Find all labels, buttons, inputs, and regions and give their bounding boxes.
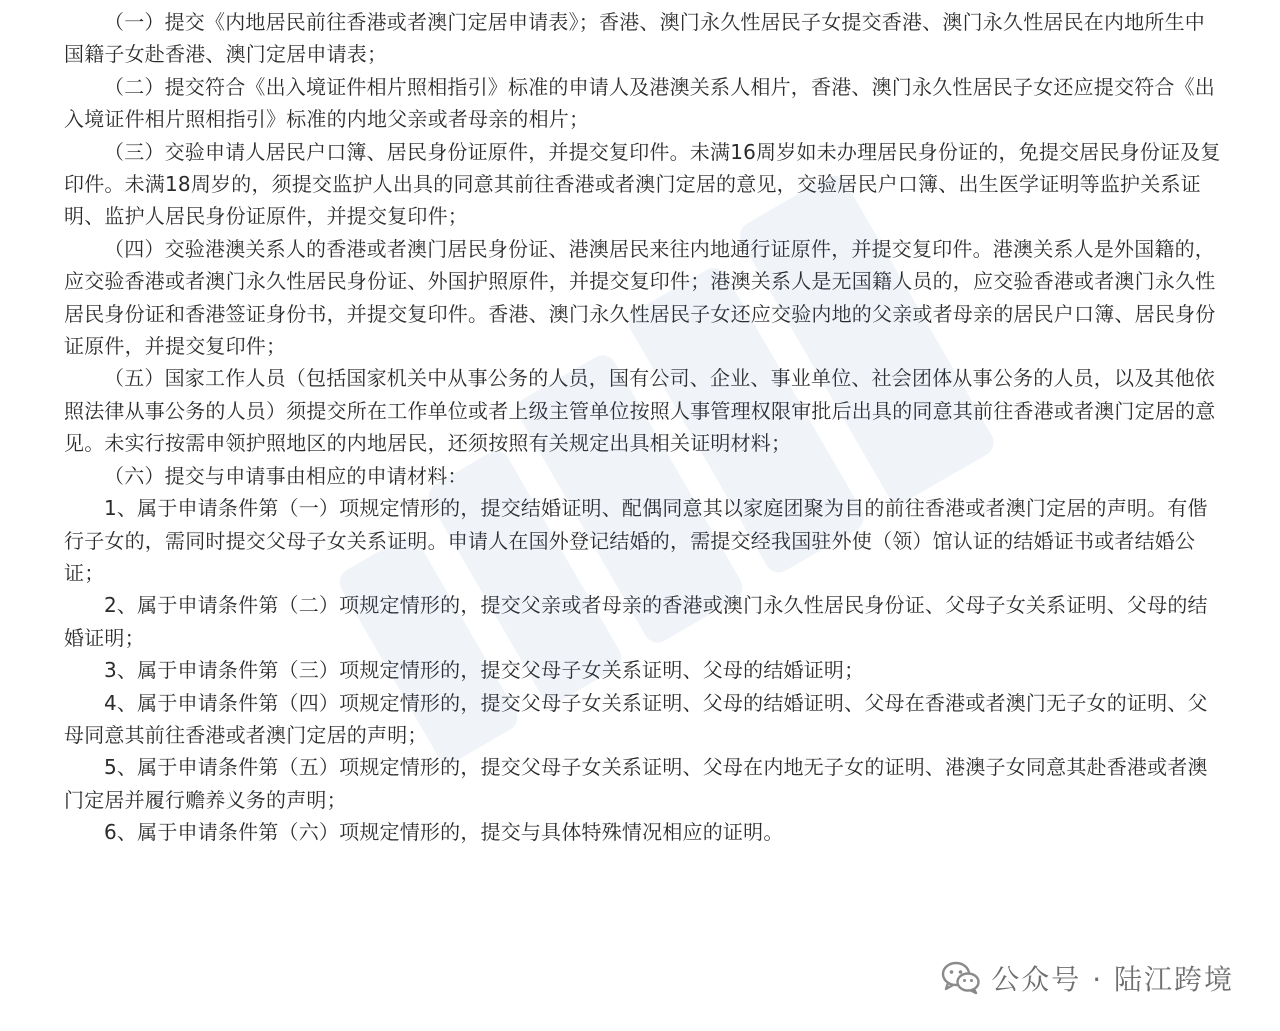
- paragraph-3: （三）交验申请人居民户口簿、居民身份证原件，并提交复印件。未满16周岁如未办理居民身份证的，免提交居民身份证及复印件。未满18周岁的，须提交监护人出具的同意其前往香港或者澳门定居的意见，交验居民户口簿、出生医学证明等监护关系证明、监护人居民身份证原件，并提交复印件；: [64, 139, 1221, 229]
- document-body: [64, 6, 1224, 849]
- wechat-account-name: 公众号 · 陆江跨境: [991, 963, 1234, 996]
- wechat-icon: [941, 960, 981, 996]
- paragraph-7: 1、属于申请条件第（一）项规定情形的，提交结婚证明、配偶同意其以家庭团聚为目的前往香港或者澳门定居的声明。有偕行子女的，需同时提交父母子女关系证明。申请人在国外登记结婚的，需提交经我国驻外使（领）馆认证的结婚证书或者结婚公证；: [64, 496, 1208, 585]
- paragraph-8: 2、属于申请条件第（二）项规定情形的，提交父亲或者母亲的香港或澳门永久性居民身份证、父母子女关系证明、父母的结婚证明；: [64, 593, 1208, 650]
- paragraph-5: （五）国家工作人员（包括国家机关中从事公务的人员，国有公司、企业、事业单位、社会团体从事公务的人员，以及其他依照法律从事公务的人员）须提交所在工作单位或者上级主管单位按照人事管理权限审批后出具的同意其前往香港或者澳门定居的意见。未实行按需申领护照地区的内地居民，还须按照有关规定出具相关证明材料；: [64, 366, 1216, 456]
- paragraph-1: （一）提交《内地居民前往香港或者澳门定居申请表》；香港、澳门永久性居民子女提交香港、澳门永久性居民在内地所生中国籍子女赴香港、澳门定居申请表；: [64, 10, 1205, 67]
- paragraph-2: （二）提交符合《出入境证件相片照相指引》标准的申请人及港澳关系人相片，香港、澳门永久性居民子女还应提交符合《出入境证件相片照相指引》标准的内地父亲或者母亲的相片；: [64, 74, 1215, 132]
- paragraph-10: 4、属于申请条件第（四）项规定情形的，提交父母子女关系证明、父母的结婚证明、父母在香港或者澳门无子女的证明、父母同意其前往香港或者澳门定居的声明；: [64, 690, 1208, 747]
- paragraph-12: 6、属于申请条件第（六）项规定情形的，提交与具体特殊情况相应的证明。: [104, 820, 784, 845]
- paragraph-9: 3、属于申请条件第（三）项规定情形的，提交父母子女关系证明、父母的结婚证明；: [104, 658, 865, 683]
- paragraph-6: （六）提交与申请事由相应的申请材料：: [104, 463, 468, 488]
- paragraph-11: 5、属于申请条件第（五）项规定情形的，提交父母子女关系证明、父母在内地无子女的证明、港澳子女同意其赴香港或者澳门定居并履行赡养义务的声明；: [64, 755, 1208, 812]
- paragraph-4: （四）交验港澳关系人的香港或者澳门居民身份证、港澳居民来往内地通行证原件，并提交复印件。港澳关系人是外国籍的，应交验香港或者澳门永久性居民身份证、外国护照原件，并提交复印件；港澳关系人是无国籍人员的，应交验香港或者澳门永久性居民身份证和香港签证身份书，并提交复印件。香港、澳门永久性居民子女还应交验内地的父亲或者母亲的居民户口簿、居民身份证原件，并提交复印件；: [64, 236, 1216, 359]
- wechat-signature: [935, 958, 1240, 998]
